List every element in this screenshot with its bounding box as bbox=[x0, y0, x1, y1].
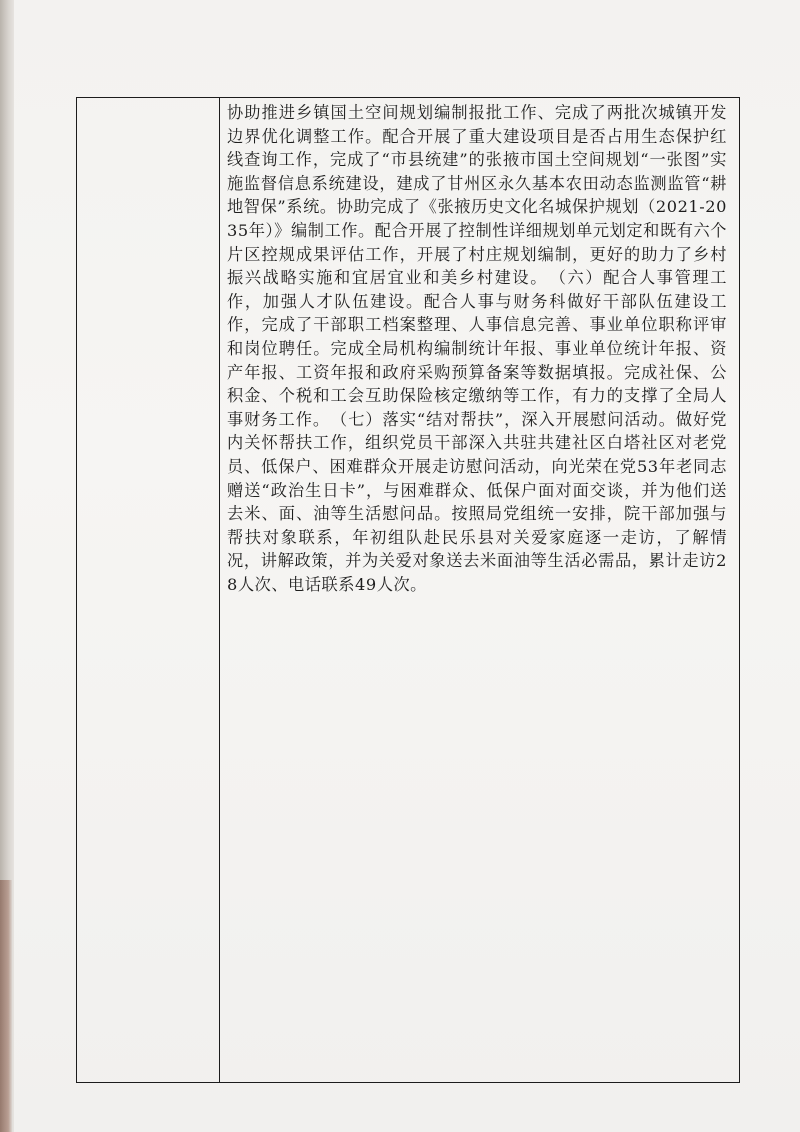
background-surface bbox=[0, 880, 12, 1132]
form-table bbox=[76, 97, 740, 1083]
content-cell bbox=[227, 101, 727, 596]
body-text: 协助推进乡镇国土空间规划编制报批工作、完成了两批次城镇开发边界优化调整工作。配合开展了重大建设项目是否占用生态保护红线查询工作，完成了“市县统建”的张掖市国土空间规划“一张图”实施监督信息系统建设，建成了甘州区永久基本农田动态监测监管“耕地智保”系统。协助完成了《张掖历史文化名城保护规划（2021-2035年）》编制工作。配合开展了控制性详细规划单元划定和既有六个片区控规成果评估工作，开展了村庄规划编制，更好的助力了乡村振兴战略实施和宜居宜业和美乡村建设。 （六）配合人事管理工作，加强人才队伍建设。配合人事与财务科做好干部队伍建设工作，完成了干部职工档案整理、人事信息完善、事业单位职称评审和岗位聘任。完成全局机构编制统计年报、事业单位统计年报、资产年报、工资年报和政府采购预算备案等数据填报。完成社保、公积金、个税和工会互助保险核定缴纳等工作，有力的支撑了全局人事财务工作。 （七）落实“结对帮扶”，深入开展慰问活动。做好党内关怀帮扶工作，组织党员干部深入共驻共建社区白塔社区对老党员、低保户、困难群众开展走访慰问活动，向光荣在党53年老同志赠送“政治生日卡”，与困难群众、低保户面对面交谈，并为他们送去米、面、油等生活慰问品。按照局党组统一安排，院干部加强与帮扶对象联系，年初组队赴民乐县对关爱家庭逐一走访，了解情况，讲解政策，并为关爱对象送去米面油等生活必需品，累计走访28人次、电话联系49人次。 bbox=[227, 103, 727, 594]
column-divider bbox=[219, 98, 220, 1082]
